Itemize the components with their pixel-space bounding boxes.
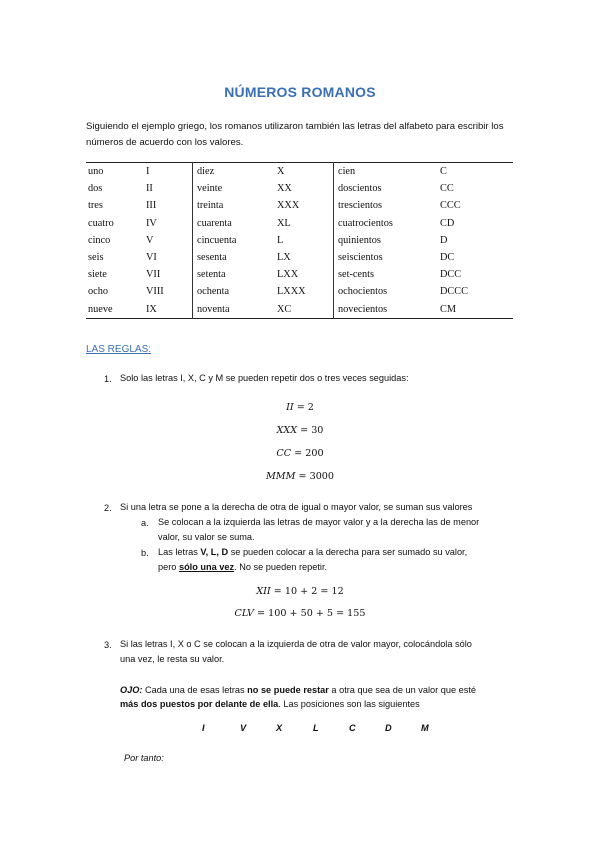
table-cell: dos bbox=[88, 183, 103, 195]
por-tanto-label: Por tanto: bbox=[124, 753, 164, 763]
table-cell: trescientos bbox=[334, 197, 439, 214]
table-row bbox=[86, 301, 513, 319]
table-row bbox=[86, 215, 513, 232]
table-cell: CCC bbox=[440, 200, 461, 212]
table-row bbox=[86, 163, 513, 181]
table-cell: cuarenta bbox=[193, 215, 276, 232]
table-cell: L bbox=[277, 234, 284, 246]
table-cell: IV bbox=[146, 217, 157, 229]
rule-2a-label: a. bbox=[141, 518, 149, 528]
table-cell: VII bbox=[146, 269, 161, 281]
table-row bbox=[86, 266, 513, 283]
rule-2-text: Si una letra se pone a la derecha de otra de igual o mayor valor, se suman sus valores bbox=[120, 502, 473, 512]
table-cell: quinientos bbox=[334, 232, 439, 249]
table-row bbox=[86, 283, 513, 300]
table-cell: IX bbox=[146, 303, 157, 315]
table-cell: seis bbox=[88, 252, 104, 264]
table-cell: seiscientos bbox=[334, 249, 439, 266]
table-cell: ocho bbox=[88, 286, 109, 298]
equation-xii: XII = 10 + 2 = 12 bbox=[256, 586, 344, 597]
table-cell: noventa bbox=[193, 301, 276, 319]
table-cell: novecientos bbox=[334, 301, 439, 319]
position-letter-x: X bbox=[276, 723, 283, 733]
table-cell: treinta bbox=[193, 197, 276, 214]
rule-2b-line1: Las letras V, L, D se pueden colocar a la derecha para ser sumado su valor, bbox=[158, 547, 468, 557]
rules-heading: LAS REGLAS: bbox=[86, 344, 152, 355]
table-cell: VIII bbox=[146, 286, 164, 298]
position-letter-m: M bbox=[421, 723, 429, 733]
ojo-line1: OJO: Cada una de esas letras no se puede restar a otra que sea de un valor que esté bbox=[120, 685, 476, 695]
table-cell: cinco bbox=[88, 234, 111, 246]
roman-numerals-table bbox=[86, 162, 513, 319]
table-cell: C bbox=[440, 166, 447, 178]
table-row bbox=[86, 232, 513, 249]
table-cell: X bbox=[277, 166, 285, 178]
table-cell: uno bbox=[88, 166, 104, 178]
rule-3-line2: una vez, le resta su valor. bbox=[120, 654, 225, 664]
rule-2b-line2: pero sólo una vez. No se pueden repetir. bbox=[158, 562, 328, 572]
table-cell: DCC bbox=[440, 269, 462, 281]
equation-xxx: XXX = 30 bbox=[276, 425, 324, 436]
table-row bbox=[86, 249, 513, 266]
page-title: NÚMEROS ROMANOS bbox=[224, 84, 376, 100]
table-cell: XL bbox=[277, 217, 291, 229]
table-cell: D bbox=[440, 234, 448, 246]
table-cell: LXXX bbox=[277, 286, 306, 298]
equation-clv: CLV = 100 + 50 + 5 = 155 bbox=[234, 608, 366, 619]
equation-mmm: MMM = 3000 bbox=[265, 471, 335, 482]
table-cell: cuatro bbox=[88, 217, 114, 229]
table-cell: LXX bbox=[277, 269, 299, 281]
table-cell: diez bbox=[193, 163, 276, 181]
table-cell: XX bbox=[277, 183, 292, 195]
table-cell: sesenta bbox=[193, 249, 276, 266]
table-cell: veinte bbox=[193, 180, 276, 197]
table-cell: CM bbox=[440, 303, 457, 315]
rule-2a-line1: Se colocan a la izquierda las letras de mayor valor y a la derecha las de menor bbox=[158, 517, 480, 527]
table-row bbox=[86, 180, 513, 197]
position-letter-c: C bbox=[349, 723, 356, 733]
table-cell: CD bbox=[440, 217, 455, 229]
rule-2a-line2: valor, su valor se suma. bbox=[158, 532, 255, 542]
table-cell: XXX bbox=[277, 200, 300, 212]
table-cell: ochenta bbox=[193, 283, 276, 300]
position-letter-v: V bbox=[240, 723, 247, 733]
table-cell: ochocientos bbox=[334, 283, 439, 300]
table-cell: VI bbox=[146, 252, 157, 264]
table-row bbox=[86, 197, 513, 214]
table-cell: set-cents bbox=[334, 266, 439, 283]
table-cell: II bbox=[146, 183, 153, 195]
rule-2b-label: b. bbox=[141, 548, 149, 558]
rule-2-number: 2. bbox=[104, 503, 112, 513]
rule-3-number: 3. bbox=[104, 640, 112, 650]
table-cell: tres bbox=[88, 200, 103, 212]
table-cell: XC bbox=[277, 303, 292, 315]
table-cell: III bbox=[146, 200, 157, 212]
position-letter-i: I bbox=[202, 723, 205, 733]
table-cell: DCCC bbox=[440, 286, 469, 298]
rule-1-text: Solo las letras I, X, C y M se pueden repetir dos o tres veces seguidas: bbox=[120, 373, 409, 383]
rule-3-line1: Si las letras I, X o C se colocan a la izquierda de otra de valor mayor, colocándola sólo bbox=[120, 639, 472, 649]
table-cell: nueve bbox=[88, 303, 113, 315]
position-letter-l: L bbox=[313, 723, 319, 733]
table-cell: LX bbox=[277, 252, 291, 264]
ojo-line2: más dos puestos por delante de ella. Las posiciones son las siguientes bbox=[120, 699, 420, 709]
rule-1-number: 1. bbox=[104, 374, 112, 384]
table-cell: cuatrocientos bbox=[334, 215, 439, 232]
equation-cc: CC = 200 bbox=[276, 448, 324, 459]
table-cell: setenta bbox=[193, 266, 276, 283]
table-cell: doscientos bbox=[334, 180, 439, 197]
table-cell: CC bbox=[440, 183, 454, 195]
intro-paragraph: Siguiendo el ejemplo griego, los romanos utilizaron también las letras del alfabeto para escribir los números de acuerdo con los valores. bbox=[86, 121, 504, 148]
position-letter-d: D bbox=[385, 723, 392, 733]
table-cell: cincuenta bbox=[193, 232, 276, 249]
table-cell: siete bbox=[88, 269, 107, 281]
table-cell: cien bbox=[334, 163, 439, 181]
table-cell: I bbox=[146, 166, 150, 178]
equation-ii: II = 2 bbox=[286, 402, 314, 413]
table-cell: V bbox=[146, 234, 154, 246]
table-cell: DC bbox=[440, 252, 455, 264]
